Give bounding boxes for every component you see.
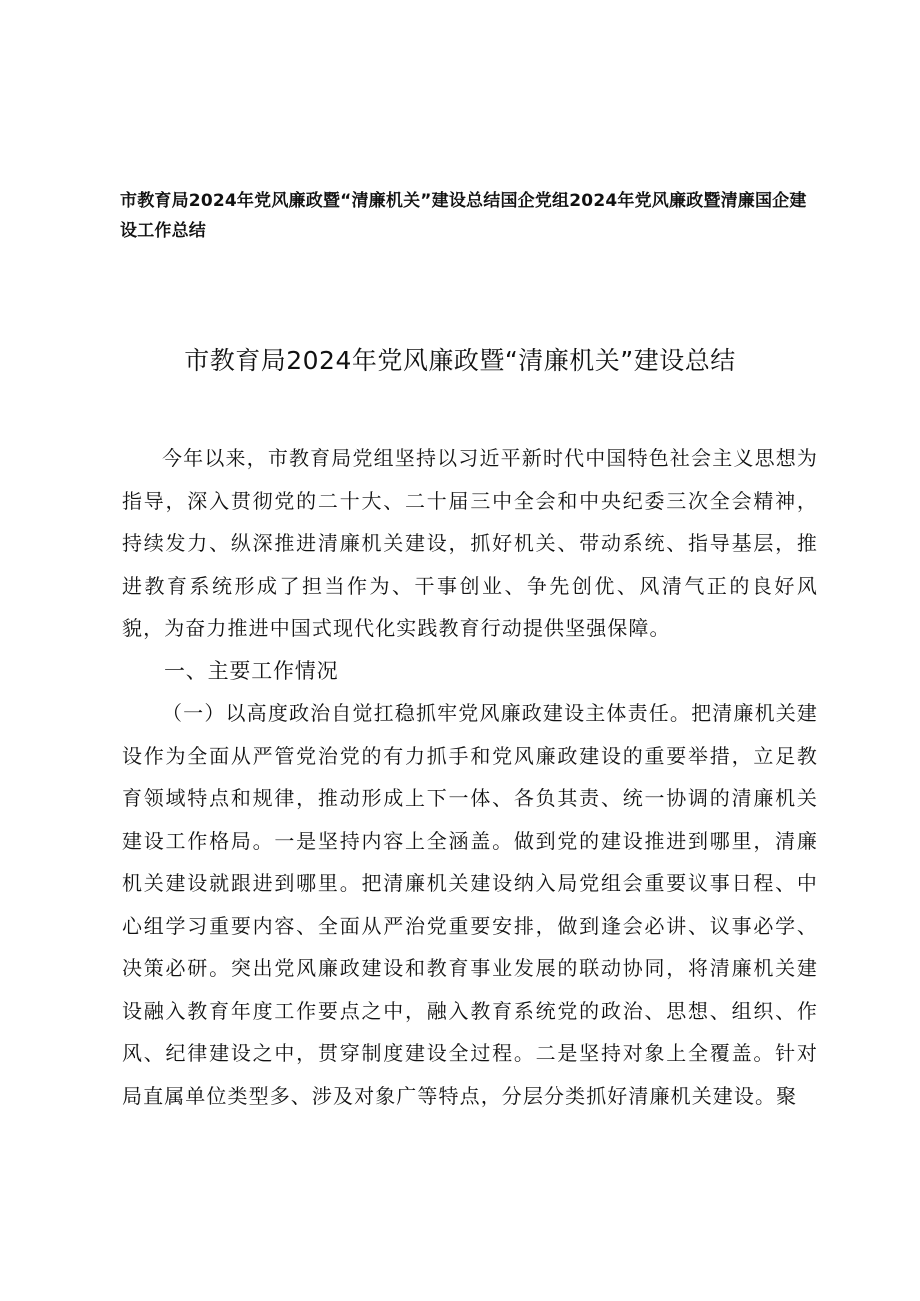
subsection-paragraph: （一）以高度政治自觉扛稳抓牢党风廉政建设主体责任。把清廉机关建设作为全面从严管党治党的有力抓手和党风廉政建设的重要举措，立足教育领域特点和规律，推动形成上下一体、各负其责、统一协调的清廉机关建设工作格局。一是坚持内容上全涵盖。做到党的建设推进到哪里，清廉机关建设就跟进到哪里。把清廉机关建设纳入局党组会重要议事日程、中心组学习重要内容、全面从严治党重要安排，做到逢会必讲、议事必学、决策必研。突出党风廉政建设和教育事业发展的联动协同，将清廉机关建设融入教育年度工作要点之中，融入教育系统党的政治、思想、组织、作风、纪律建设之中，贯穿制度建设全过程。二是坚持对象上全覆盖。针对局直属单位类型多、涉及对象广等特点，分层分类抓好清廉机关建设。聚 xyxy=(122,701,818,1108)
section-heading: 一、主要工作情况 xyxy=(164,658,339,683)
document-header-title: 市教育局2024年党风廉政暨“清廉机关”建设总结国企党组2024年党风廉政暨清廉国企建设工作总结 xyxy=(120,191,807,241)
document-body xyxy=(122,437,818,1117)
intro-paragraph: 今年以来，市教育局党组坚持以习近平新时代中国特色社会主义思想为指导，深入贯彻党的二十大、二十届三中全会和中央纪委三次全会精神，持续发力、纵深推进清廉机关建设，抓好机关、带动系统、指导基层，推进教育系统形成了担当作为、干事创业、争先创优、风清气正的良好风貌，为奋力推进中国式现代化实践教育行动提供坚强保障。 xyxy=(122,446,818,640)
document-main-title: 市教育局2024年党风廉政暨“清廉机关”建设总结 xyxy=(184,346,736,375)
